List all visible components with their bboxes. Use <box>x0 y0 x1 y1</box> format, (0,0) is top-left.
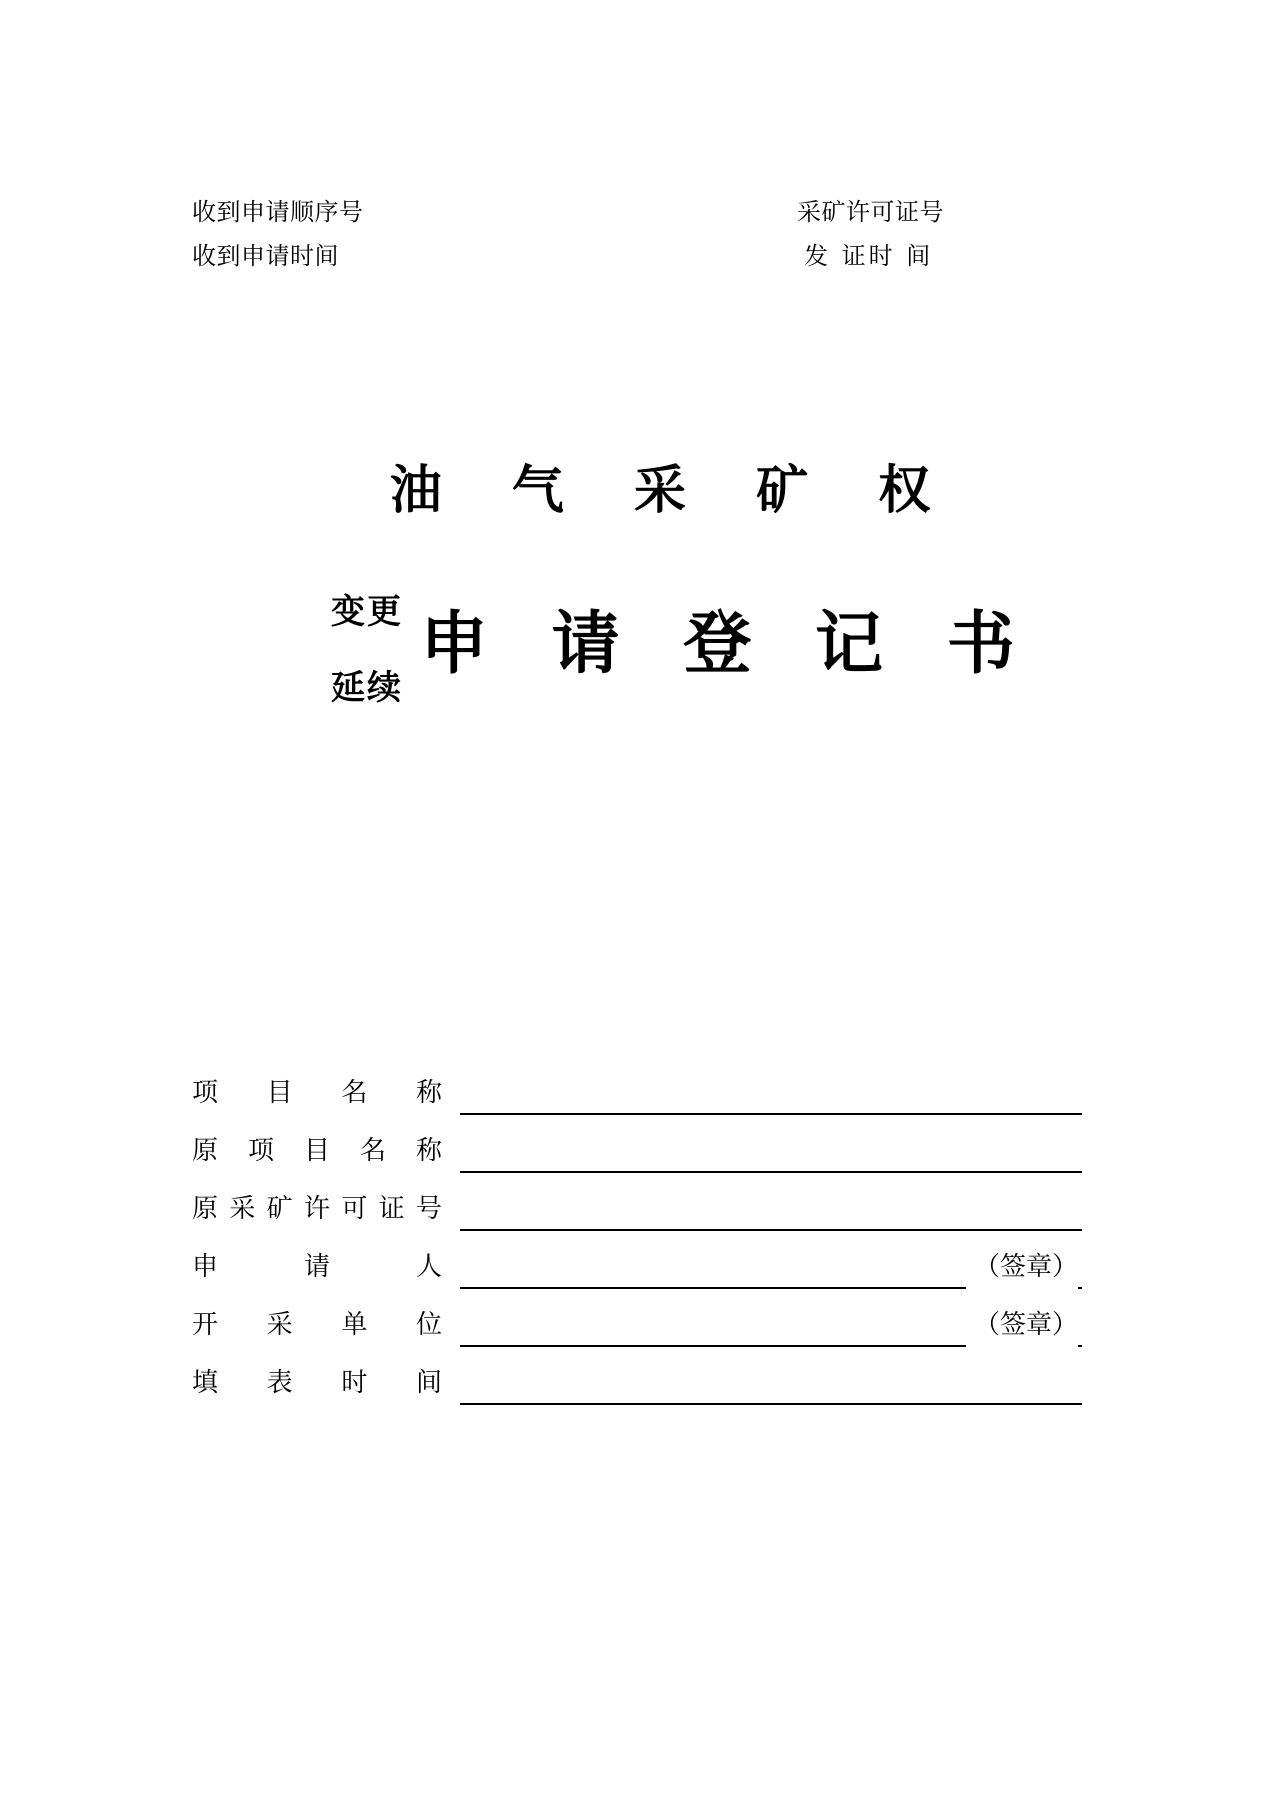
title-alt-extend: 延续 <box>331 668 403 709</box>
issue-time-label: 发 证时 间 <box>804 242 934 270</box>
seal-note-applicant: （签章） <box>966 1244 1078 1290</box>
input-original-license-number[interactable] <box>460 1229 1082 1231</box>
form-header <box>192 190 1092 280</box>
field-row-mining-unit <box>192 1302 1082 1360</box>
field-row-original-project-name <box>192 1128 1082 1186</box>
header-row-time <box>192 234 1092 278</box>
label-original-license-number: 原采矿许可证号 <box>192 1194 442 1224</box>
license-number-label: 采矿许可证号 <box>797 198 944 226</box>
title-alt-change: 变更 <box>331 592 403 633</box>
received-serial-label: 收到申请顺序号 <box>192 198 364 226</box>
input-original-project-name[interactable] <box>460 1171 1082 1173</box>
label-fill-date: 填 表 时 间 <box>192 1368 442 1398</box>
field-row-project-name <box>192 1070 1082 1128</box>
label-applicant: 申 请 人 <box>192 1252 442 1282</box>
received-time-label: 收到申请时间 <box>192 242 339 270</box>
label-project-name: 项 目 名 称 <box>192 1078 442 1108</box>
title-line-1: 油 气 采 矿 权 <box>389 460 957 521</box>
input-fill-date[interactable] <box>460 1403 1082 1405</box>
title-line-2: 申 请 登 记 书 <box>420 604 1035 685</box>
header-row-serial <box>192 190 1092 234</box>
title-line-2-row <box>0 582 1280 712</box>
seal-note-mining-unit: （签章） <box>966 1302 1078 1348</box>
input-project-name[interactable] <box>460 1113 1082 1115</box>
label-original-project-name: 原项目名称 <box>192 1136 442 1166</box>
label-mining-unit: 开 采 单 位 <box>192 1310 442 1340</box>
fields-section <box>192 1070 1082 1418</box>
field-row-original-license-number <box>192 1186 1082 1244</box>
field-row-fill-date <box>192 1360 1082 1418</box>
title-block <box>0 460 1280 712</box>
field-row-applicant <box>192 1244 1082 1302</box>
